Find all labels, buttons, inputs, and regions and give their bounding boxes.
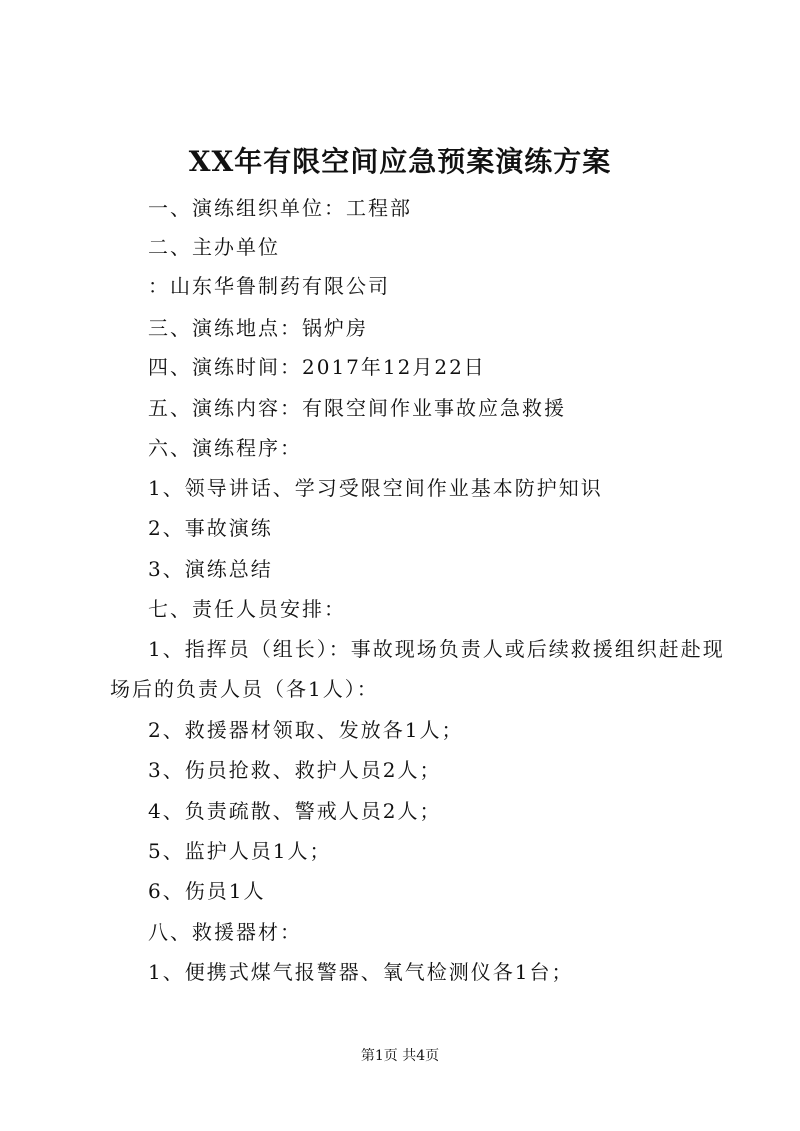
procedure-item-1: 1、领导讲话、学习受限空间作业基本防护知识 [148,476,603,500]
page-footer: 第1页 共4页 [360,1048,440,1064]
section-location: 三、演练地点：锅炉房 [148,316,368,340]
section-content: 五、演练内容：有限空间作业事故应急救援 [148,396,566,420]
personnel-item-3: 3、伤员抢救、救护人员2人； [148,758,442,782]
document-title: XX年有限空间应急预案演练方案 [188,145,612,178]
section-equipment: 八、救援器材： [148,920,302,944]
section-organizer: 一、演练组织单位：工程部 [148,196,412,220]
personnel-item-6: 6、伤员1人 [148,879,266,903]
procedure-item-2: 2、事故演练 [148,516,273,540]
personnel-item-5: 5、监护人员1人； [148,839,332,863]
personnel-item-2: 2、救援器材领取、发放各1人； [148,718,464,742]
personnel-item-1: 1、指挥员（组长）：事故现场负责人或后续救援组织赶赴现 [148,637,725,661]
procedure-item-3: 3、演练总结 [148,557,273,581]
personnel-item-4: 4、负责疏散、警戒人员2人； [148,799,442,823]
equipment-item-1: 1、便携式煤气报警器、氧气检测仪各1台； [148,960,574,984]
section-procedure: 六、演练程序： [148,436,302,460]
section-personnel: 七、责任人员安排： [148,597,346,621]
section-time: 四、演练时间：2017年12月22日 [148,355,486,379]
section-host: 二、主办单位 [148,235,280,259]
personnel-item-1-continued: 场后的负责人员（各1人）： [110,677,379,701]
host-company: ：山东华鲁制药有限公司 [148,274,390,298]
